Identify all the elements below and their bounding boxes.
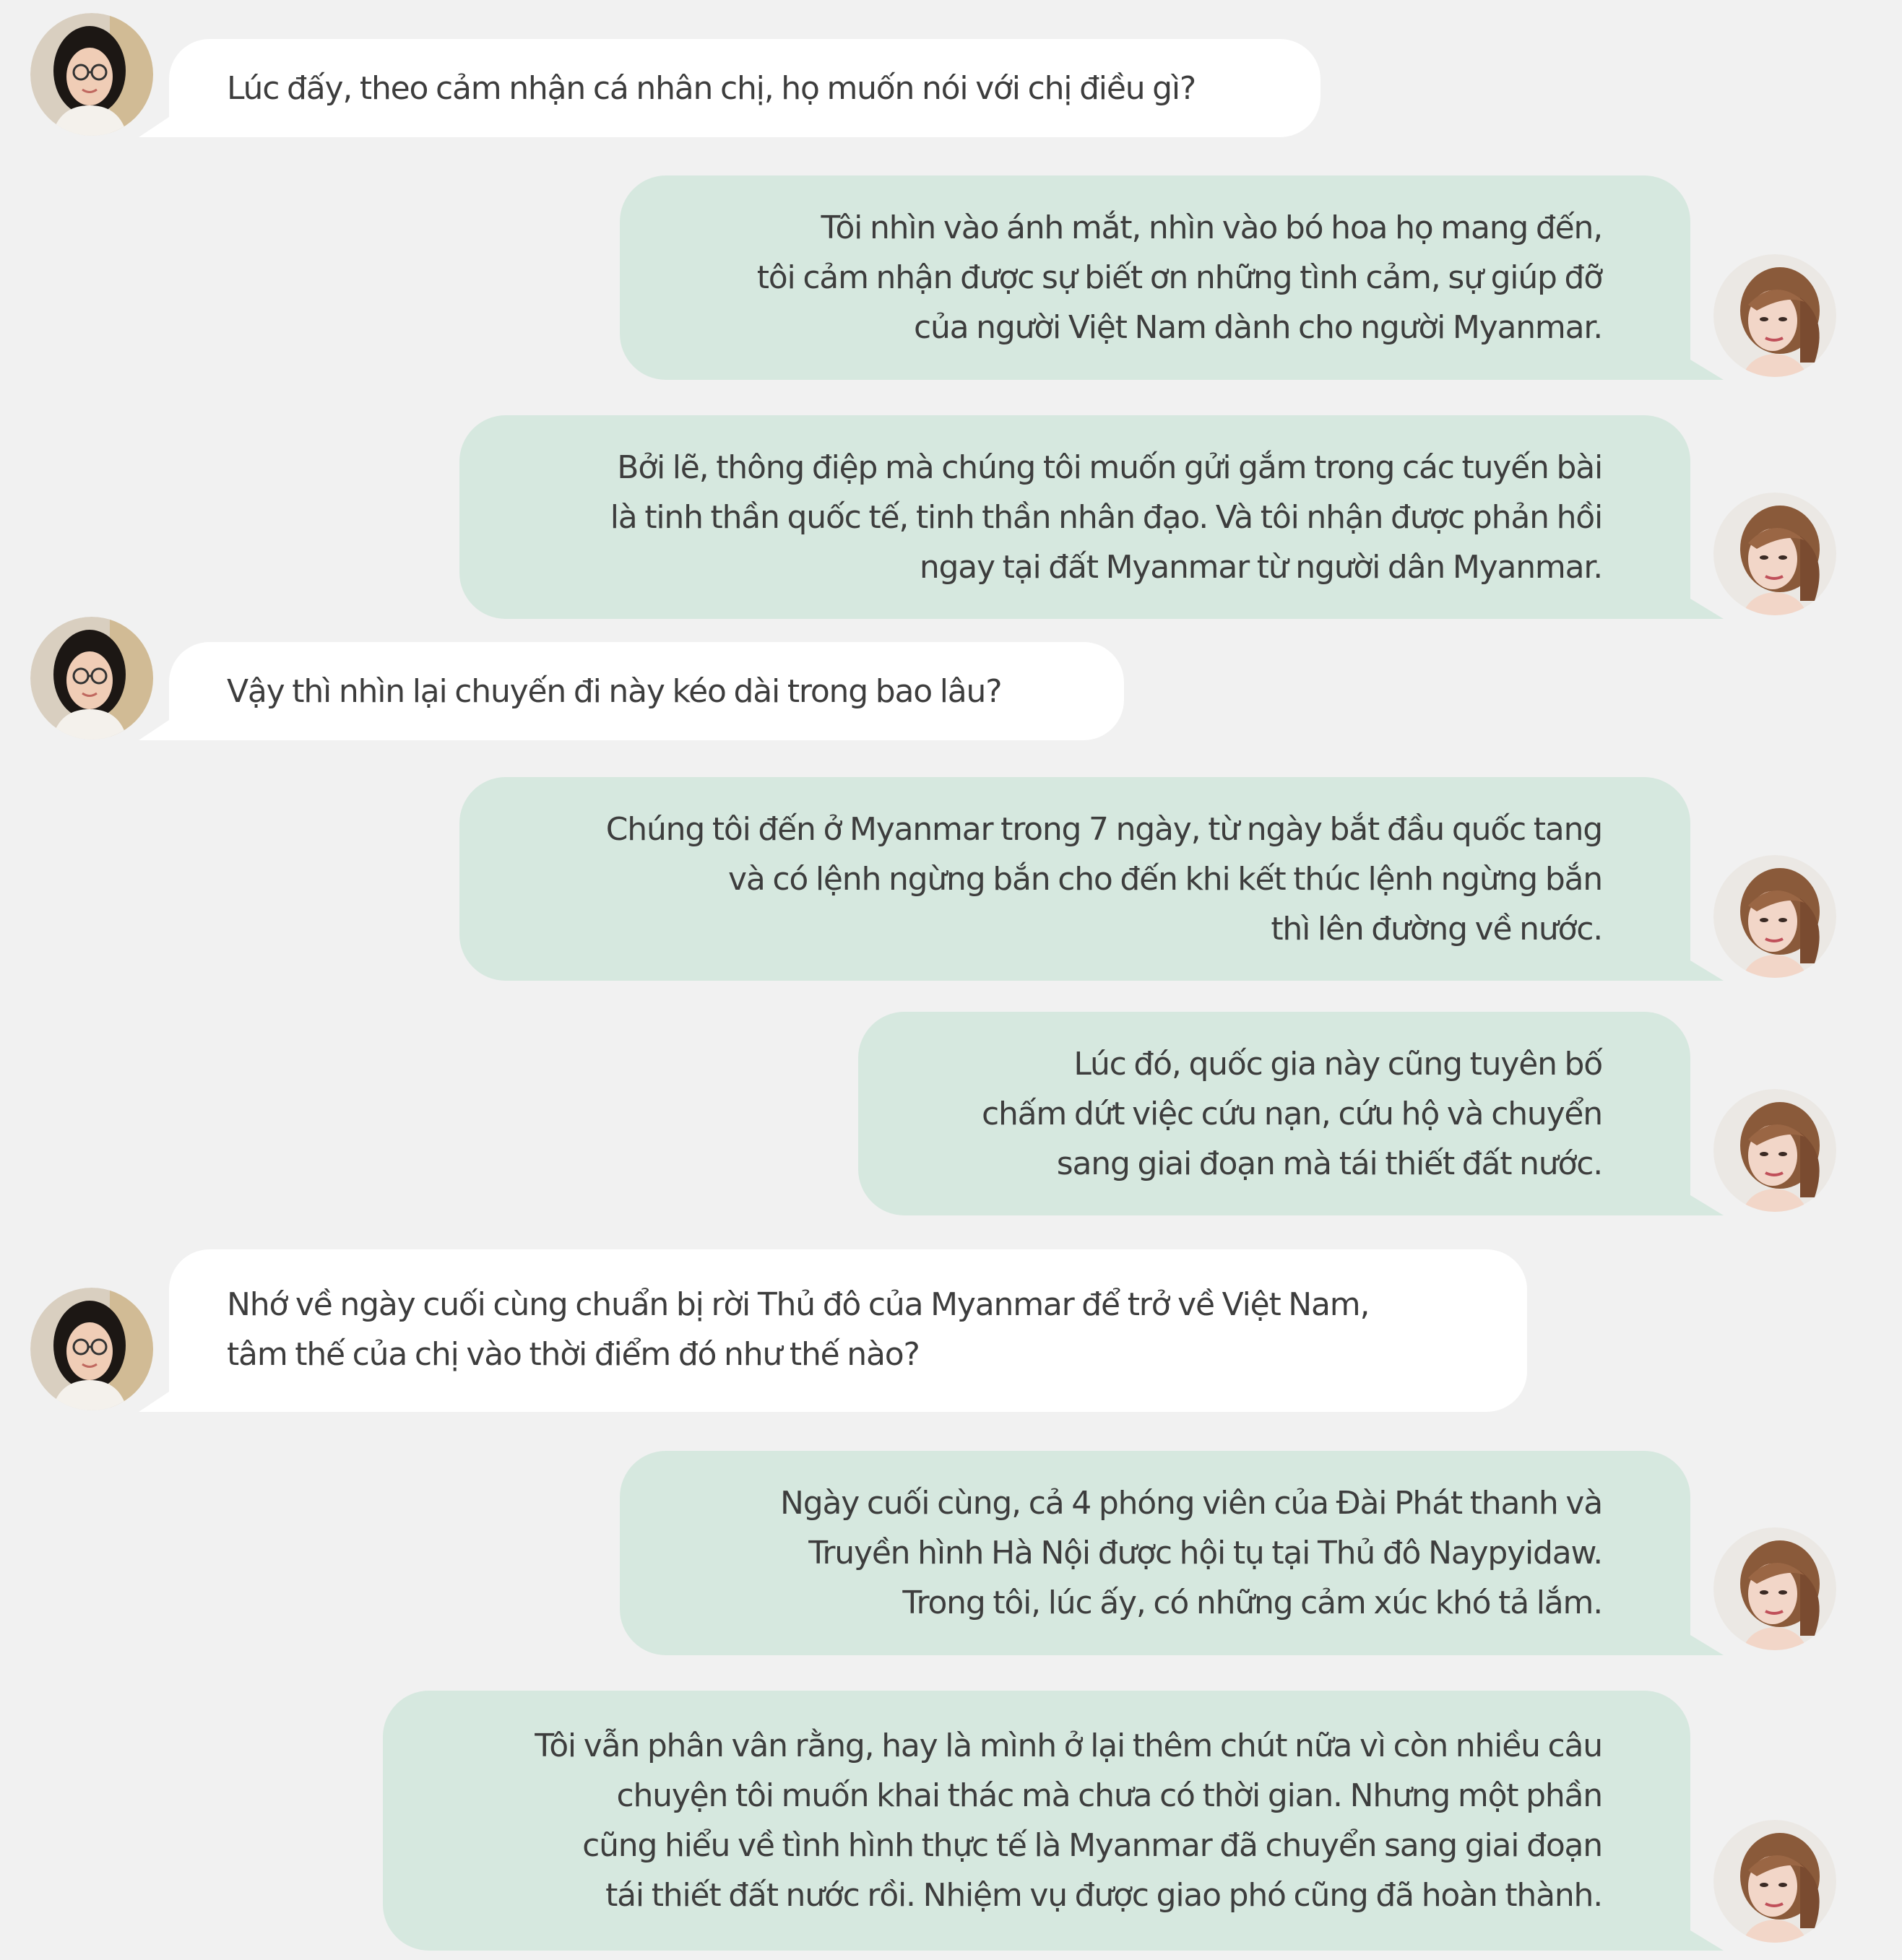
message-text-line: sang giai đoạn mà tái thiết đất nước. — [1056, 1145, 1602, 1182]
message-text-line: ngay tại đất Myanmar từ người dân Myanmar. — [919, 549, 1602, 586]
interviewee-message-bubble — [383, 1691, 1690, 1951]
message-text-line: Tôi nhìn vào ánh mắt, nhìn vào bó hoa họ mang đến, — [821, 209, 1602, 246]
message-text-line: chấm dứt việc cứu nạn, cứu hộ và chuyển — [981, 1096, 1602, 1132]
interviewer-avatar-icon — [30, 1288, 153, 1410]
interviewee-avatar-icon — [1713, 1820, 1836, 1943]
message-text-line: Lúc đấy, theo cảm nhận cá nhân chị, họ muốn nói với chị điều gì? — [227, 70, 1196, 107]
message-text-line: Nhớ về ngày cuối cùng chuẩn bị rời Thủ đô của Myanmar để trở về Việt Nam, — [227, 1286, 1370, 1323]
message-text-line: Bởi lẽ, thông điệp mà chúng tôi muốn gửi gắm trong các tuyến bài — [617, 449, 1602, 486]
interviewee-avatar-icon — [1713, 855, 1836, 978]
interviewee-message-bubble — [620, 175, 1690, 380]
message-text-line: thì lên đường về nước. — [1271, 911, 1602, 948]
interviewer-message-bubble — [169, 642, 1124, 740]
message-text-line: tâm thế của chị vào thời điểm đó như thế nào? — [227, 1336, 920, 1373]
message-text-line: Chúng tôi đến ở Myanmar trong 7 ngày, từ ngày bắt đầu quốc tang — [605, 811, 1602, 848]
message-text-line: là tinh thần quốc tế, tinh thần nhân đạo. Và tôi nhận được phản hồi — [610, 499, 1602, 536]
interviewer-avatar-icon — [30, 13, 153, 136]
message-text-line: Tôi vẫn phân vân rằng, hay là mình ở lại thêm chút nữa vì còn nhiều câu — [535, 1727, 1602, 1764]
message-text-line: Vậy thì nhìn lại chuyến đi này kéo dài trong bao lâu? — [227, 673, 1002, 710]
message-text-line: cũng hiểu về tình hình thực tế là Myanmar đã chuyển sang giai đoạn — [582, 1827, 1602, 1864]
interviewer-message-bubble — [169, 1249, 1527, 1412]
interviewee-message-bubble — [620, 1451, 1690, 1655]
message-text-line: chuyện tôi muốn khai thác mà chưa có thời gian. Nhưng một phần — [616, 1777, 1602, 1814]
interviewer-message-bubble — [169, 39, 1320, 137]
interviewee-avatar-icon — [1713, 493, 1836, 615]
message-text-line: Lúc đó, quốc gia này cũng tuyên bố — [1073, 1046, 1602, 1083]
interviewee-message-bubble — [459, 777, 1690, 981]
message-text-line: Ngày cuối cùng, cả 4 phóng viên của Đài Phát thanh và — [780, 1485, 1602, 1522]
message-text-line: tôi cảm nhận được sự biết ơn những tình cảm, sự giúp đỡ — [756, 259, 1602, 296]
message-text-line: Truyền hình Hà Nội được hội tụ tại Thủ đô Naypyidaw. — [808, 1535, 1602, 1571]
interviewee-message-bubble — [459, 415, 1690, 619]
message-text-line: tái thiết đất nước rồi. Nhiệm vụ được giao phó cũng đã hoàn thành. — [605, 1877, 1602, 1914]
interviewer-avatar-icon — [30, 617, 153, 740]
interviewee-avatar-icon — [1713, 254, 1836, 377]
message-text-line: và có lệnh ngừng bắn cho đến khi kết thúc lệnh ngừng bắn — [728, 861, 1602, 898]
message-text-line: Trong tôi, lúc ấy, có những cảm xúc khó tả lắm. — [902, 1584, 1602, 1621]
interviewee-avatar-icon — [1713, 1527, 1836, 1650]
message-text-line: của người Việt Nam dành cho người Myanmar. — [913, 309, 1602, 346]
interviewee-avatar-icon — [1713, 1089, 1836, 1212]
interviewee-message-bubble — [858, 1012, 1690, 1215]
